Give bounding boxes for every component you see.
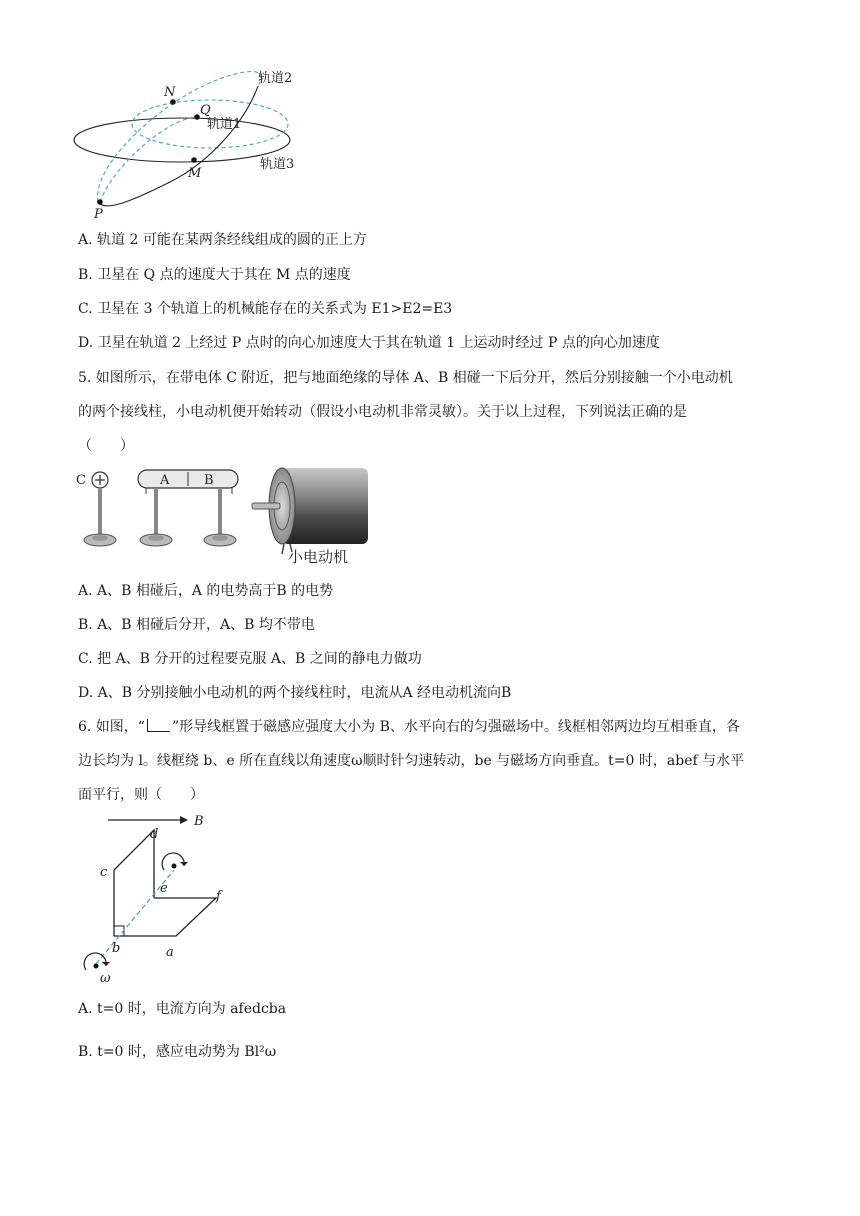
q6-option-b: B. t=0 时，感应电动势为 Bl²ω (78, 1044, 277, 1060)
label-orbit2: 轨道2 (258, 71, 293, 86)
label-M: M (188, 166, 202, 181)
axis-dot-bottom (94, 964, 99, 969)
rotation-arrow-top-head (180, 862, 188, 866)
q5-stem-line1: 5. 如图所示，在带电体 C 附近，把与地面绝缘的导体 A、B 相碰一下后分开，然后分别接触一个小电动机 (78, 370, 733, 386)
label-f: f (216, 889, 221, 904)
orbit-figure (70, 62, 310, 222)
label-a: a (166, 945, 174, 960)
q5-answer-blank: （ ） (78, 438, 134, 454)
q4-option-a: A. 轨道 2 可能在某两条经线组成的圆的正上方 (78, 232, 367, 248)
orbit3-ellipse (74, 118, 290, 162)
q5-option-b: B. A、B 相碰后分开，A、B 均不带电 (78, 617, 315, 633)
orbit2-dashed-part (98, 72, 262, 202)
point-M (191, 157, 197, 163)
stand-A-pole (154, 488, 158, 536)
q6-stem-line1-end: ”形导线框置于磁感应强度大小为 B、水平向右的匀强磁场中。线框相邻两边均互相垂直，各 (171, 719, 740, 735)
label-orbit1: 轨道1 (207, 117, 242, 132)
q5-option-d: D. A、B 分别接触小电动机的两个接线柱时，电流从A 经电动机流向B (78, 685, 512, 701)
label-e: e (160, 881, 168, 896)
label-motor: 小电动机 (288, 548, 349, 566)
label-B-field: B (194, 814, 204, 829)
frame-shape-icon (147, 719, 170, 732)
stand-B-pole (218, 488, 222, 536)
q6-stem-line3: 面平行，则（ ） (78, 787, 204, 803)
q4-option-c: C. 卫星在 3 个轨道上的机械能存在的关系式为 E1>E2=E3 (78, 301, 453, 317)
right-angle-marker (114, 926, 124, 936)
label-c: c (100, 865, 108, 880)
frame-horizontal-face (114, 898, 216, 936)
label-N: N (164, 85, 176, 100)
rotation-arrow-bottom-head (102, 962, 110, 966)
label-d: d (150, 827, 159, 842)
point-P (97, 199, 103, 205)
motor-shaft (252, 503, 280, 509)
label-omega: ω (100, 971, 111, 986)
stand-C-pole (98, 488, 102, 536)
point-Q (194, 114, 200, 120)
frame-vertical-face (114, 830, 154, 936)
q5-option-a: A. A、B 相碰后，A 的电势高于B 的电势 (78, 583, 334, 599)
q6-stem-line2: 边长均为 l。线框绕 b、e 所在直线以角速度ω顺时针匀速转动，be 与磁场方向垂直。t=0 时，abef 与水平 (78, 753, 745, 769)
stand-B-base-top (212, 535, 228, 541)
point-N (170, 99, 176, 105)
label-A: A (160, 473, 170, 488)
motor-terminal-1 (282, 544, 284, 554)
stand-C-base-top (92, 535, 108, 541)
label-Q: Q (200, 103, 211, 118)
label-b: b (112, 941, 121, 956)
q6-stem-line1-start: 6. 如图，“ (78, 719, 145, 735)
stand-A-base-top (148, 535, 164, 541)
q4-option-d: D. 卫星在轨道 2 上经过 P 点时的向心加速度大于其在轨道 1 上运动时经过 P 点的向心加速度 (78, 335, 660, 351)
q4-option-b: B. 卫星在 Q 点的速度大于其在 M 点的速度 (78, 267, 351, 283)
q6-stem-line1 (78, 717, 740, 737)
label-C: C (76, 473, 86, 488)
q5-option-c: C. 把 A、B 分开的过程要克服 A、B 之间的静电力做功 (78, 651, 422, 667)
rotating-frame-figure (76, 808, 236, 986)
axis-dot-top (172, 864, 177, 869)
q6-option-a: A. t=0 时，电流方向为 afedcba (78, 1001, 287, 1017)
q5-stem-line2: 的两个接线柱，小电动机便开始转动（假设小电动机非常灵敏）。关于以上过程，下列说法正确的是 (78, 404, 687, 420)
label-orbit3: 轨道3 (260, 157, 295, 172)
field-arrow-head (180, 816, 188, 824)
label-P: P (94, 207, 103, 222)
orbit2-solid-part (98, 86, 258, 206)
label-B: B (204, 473, 214, 488)
conductor-motor-figure (74, 462, 374, 572)
orbit1-lower-arc (100, 117, 195, 202)
